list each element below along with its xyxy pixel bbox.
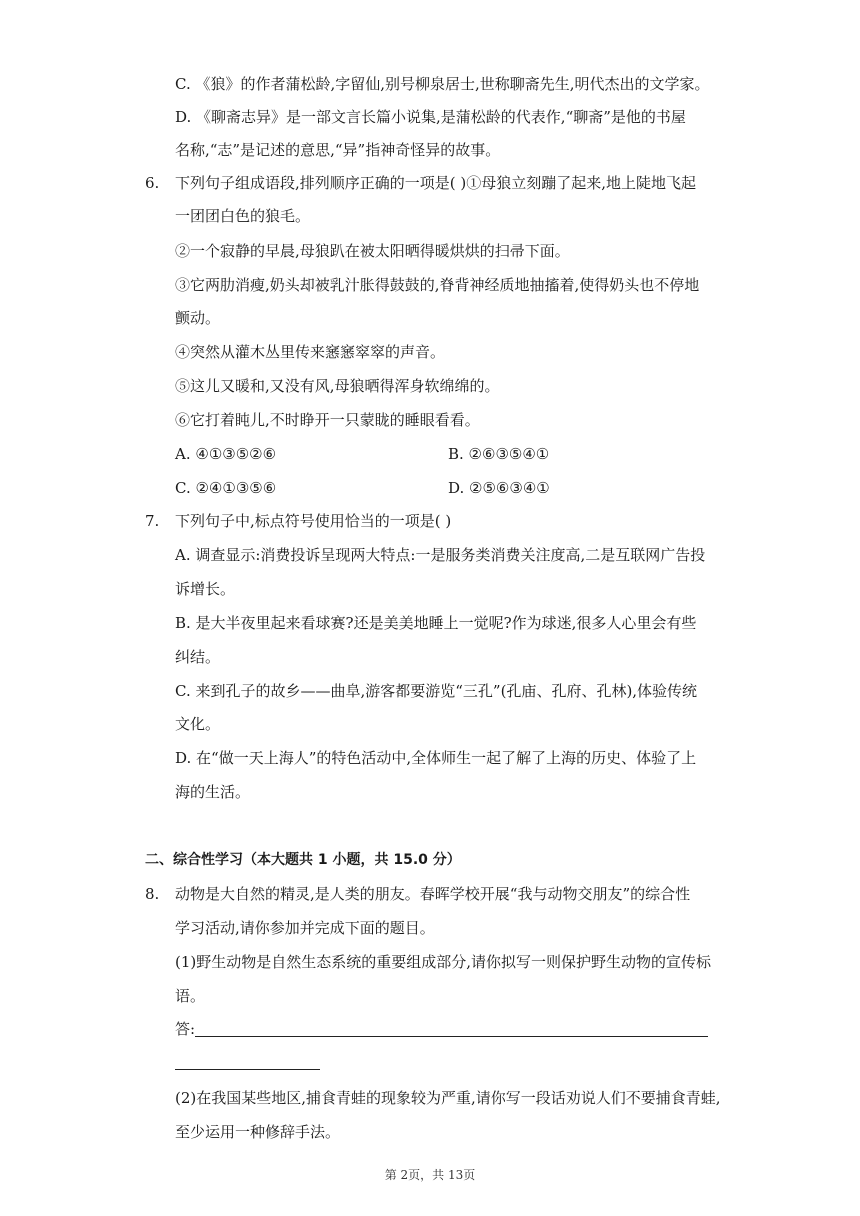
q6-option-a: A. ④①③⑤②⑥ bbox=[175, 445, 277, 463]
q6-sentence-3-line2: 颤动。 bbox=[175, 309, 221, 327]
q7-option-c-line1: C. 来到孔子的故乡——曲阜,游客都要游览“三孔”(孔庙、孔府、孔林),体验传统 bbox=[175, 682, 698, 700]
q6-sentence-5: ⑤这儿又暖和,又没有风,母狼晒得浑身软绵绵的。 bbox=[175, 377, 500, 395]
q7-option-b-line1: B. 是大半夜里起来看球赛?还是美美地睡上一觉呢?作为球迷,很多人心里会有些 bbox=[175, 614, 697, 632]
q6-number: 6. bbox=[145, 174, 160, 192]
q6-stem-line1: 下列句子组成语段,排列顺序正确的一项是( )①母狼立刻蹦了起来,地上陡地飞起 bbox=[175, 174, 697, 192]
q6-sentence-4: ④突然从灌木丛里传来窸窸窣窣的声音。 bbox=[175, 343, 446, 361]
q5-option-d-line1: D. 《聊斋志异》是一部文言长篇小说集,是蒲松龄的代表作,“聊斋”是他的书屋 bbox=[175, 108, 686, 126]
q8-stem-line1: 动物是大自然的精灵,是人类的朋友。春晖学校开展“我与动物交朋友”的综合性 bbox=[175, 885, 691, 903]
q6-stem-line2: 一团团白色的狼毛。 bbox=[175, 207, 311, 225]
q6-option-d: D. ②⑤⑥③④① bbox=[448, 479, 550, 497]
answer-blank-line2[interactable] bbox=[175, 1069, 320, 1070]
q8-part1-line2: 语。 bbox=[175, 987, 206, 1005]
q8-stem-line2: 学习活动,请你参加并完成下面的题目。 bbox=[175, 919, 435, 937]
q6-option-b: B. ②⑥③⑤④① bbox=[448, 445, 550, 463]
q7-option-c-line2: 文化。 bbox=[175, 715, 221, 733]
q6-sentence-6: ⑥它打着盹儿,不时睁开一只蒙眬的睡眼看看。 bbox=[175, 411, 480, 429]
q8-answer-label: 答: bbox=[175, 1020, 196, 1038]
answer-blank-line1[interactable] bbox=[195, 1036, 708, 1037]
page-footer: 第 2页，共 13页 bbox=[384, 1168, 476, 1182]
q6-option-c: C. ②④①③⑤⑥ bbox=[175, 479, 277, 497]
q7-option-a-line2: 诉增长。 bbox=[175, 580, 236, 598]
q7-stem: 下列句子中,标点符号使用恰当的一项是( ) bbox=[175, 512, 452, 530]
q7-number: 7. bbox=[145, 512, 160, 530]
q7-option-d-line2: 海的生活。 bbox=[175, 783, 251, 801]
q7-option-d-line1: D. 在“做一天上海人”的特色活动中,全体师生一起了解了上海的历史、体验了上 bbox=[175, 749, 697, 767]
q7-option-b-line2: 纠结。 bbox=[175, 648, 221, 666]
q8-part2-line1: (2)在我国某些地区,捕食青蛙的现象较为严重,请你写一段话劝说人们不要捕食青蛙, bbox=[175, 1089, 721, 1107]
section-heading: 二、综合性学习（本大题共 1 小题，共 15.0 分） bbox=[145, 852, 461, 868]
q5-option-c: C. 《狼》的作者蒲松龄,字留仙,别号柳泉居士,世称聊斋先生,明代杰出的文学家。 bbox=[175, 75, 710, 93]
q6-sentence-3-line1: ③它两肋消瘦,奶头却被乳汁胀得鼓鼓的,脊背神经质地抽搐着,使得奶头也不停地 bbox=[175, 276, 700, 294]
q8-part1-line1: (1)野生动物是自然生态系统的重要组成部分,请你拟写一则保护野生动物的宣传标 bbox=[175, 953, 712, 971]
q8-part2-line2: 至少运用一种修辞手法。 bbox=[175, 1123, 341, 1141]
q7-option-a-line1: A. 调查显示:消费投诉呈现两大特点:一是服务类消费关注度高,二是互联网广告投 bbox=[175, 546, 706, 564]
q6-sentence-2: ②一个寂静的早晨,母狼趴在被太阳晒得暖烘烘的扫帚下面。 bbox=[175, 242, 570, 260]
q5-option-d-line2: 名称,“志”是记述的意思,“异”指神奇怪异的故事。 bbox=[175, 141, 501, 159]
q8-number: 8. bbox=[145, 885, 160, 903]
